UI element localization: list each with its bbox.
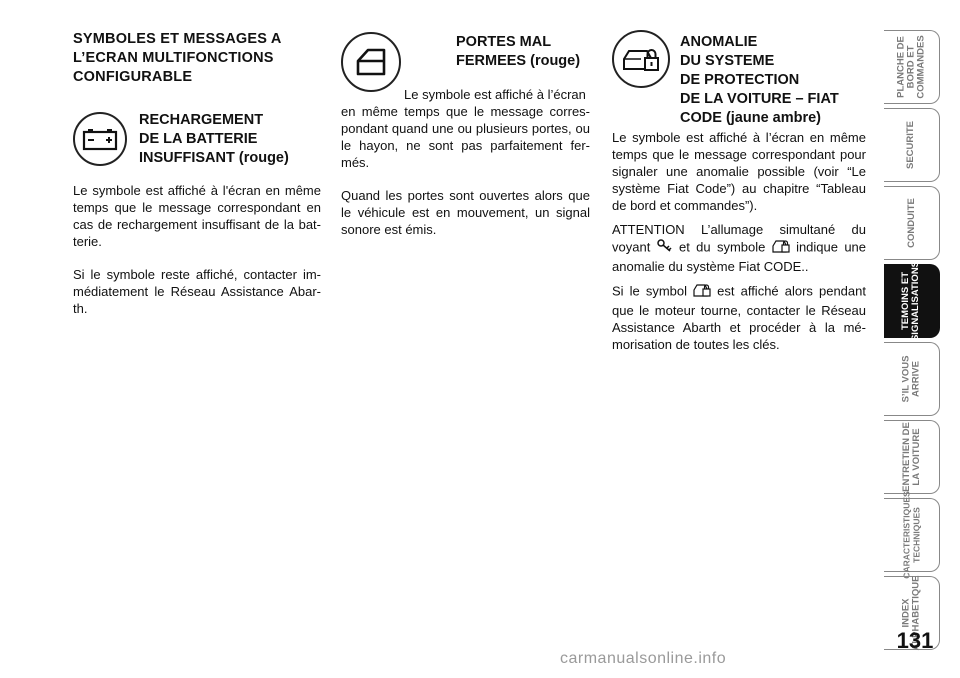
battery-title-color: (rouge) <box>238 150 289 166</box>
doors-title-line: PORTES MAL <box>456 34 552 50</box>
fiatcode-paragraph <box>612 282 866 353</box>
fiatcode-title-line: DU SYSTEME <box>680 53 775 69</box>
tab-securite[interactable] <box>884 108 940 182</box>
doors-paragraph-first-line: Le symbole est affiché à l’écran <box>404 87 586 102</box>
battery-title-line: DE LA BATTERIE <box>139 131 258 147</box>
battery-title-text: INSUFFISANT <box>139 150 235 166</box>
battery-title-line <box>139 149 319 168</box>
battery-paragraph: Le symbole est affiché à l'écran en même temps que le message correspondant en cas de rechargement insuffisant de la bat-terie. <box>73 183 321 249</box>
tab-label: TEMOINS ET SIGNALISATIONS <box>900 260 922 342</box>
tab-conduite[interactable] <box>884 186 940 260</box>
fiatcode-title-line: DE PROTECTION <box>680 72 800 88</box>
tab-planche-de-bord[interactable] <box>884 30 940 104</box>
fiatcode-text: est affiché alors pendant que le moteur tourne, contacter le Réseau Assistance Abarth et procéder à la mé-morisation de toutes les clés. <box>612 283 866 352</box>
doors-paragraph: Quand les portes sont ouvertes alors que le véhicule est en mouvement, un signal sonore est émis. <box>341 188 590 237</box>
fiatcode-body <box>612 129 866 353</box>
door-open-icon <box>341 32 401 92</box>
fiatcode-symbol <box>612 30 670 88</box>
fiatcode-title-line <box>680 109 870 128</box>
doors-body <box>341 86 590 238</box>
battery-icon <box>73 112 127 166</box>
fiatcode-title <box>680 33 870 128</box>
tab-label: INDEX ALPHABETIQUE <box>900 575 922 651</box>
fiatcode-title-line: DE LA VOITURE – FIAT <box>680 91 839 107</box>
fiatcode-title-text: CODE <box>680 110 722 126</box>
fiatcode-title-line: ANOMALIE <box>680 34 758 50</box>
battery-symbol <box>73 112 127 166</box>
key-icon <box>657 239 673 257</box>
tab-label: ENTRETIEN DE LA VOITURE <box>900 422 922 492</box>
battery-title <box>139 111 319 168</box>
page-number: 131 <box>896 628 934 653</box>
column-1 <box>73 30 323 316</box>
tab-label: S’IL VOUS ARRIVE <box>900 355 922 403</box>
doors-title-line <box>456 52 596 71</box>
doors-paragraph: en même temps que le message corres-pondant quand une ou plusieurs portes, ou le hayon, ne sont pas parfaitement fer-més. <box>341 104 590 170</box>
battery-body <box>73 182 321 317</box>
tab-entretien[interactable] <box>884 420 940 494</box>
fiatcode-paragraph: Le symbole est affiché à l’écran en même temps que le message correspondant pour signaler une anomalie possible (voir “Le système Fiat Code”) au chapitre “Tableau de bord et commandes”). <box>612 130 866 213</box>
car-lock-icon <box>612 30 670 88</box>
tab-label: PLANCHE DE BORD ET COMMANDES <box>895 35 927 99</box>
doors-title-text: FERMEES <box>456 53 527 69</box>
battery-title-line: RECHARGEMENT <box>139 112 264 128</box>
doors-title-color: (rouge) <box>530 53 581 69</box>
doors-title <box>456 33 596 71</box>
doors-symbol <box>341 32 401 92</box>
tab-temoins-et-signalisations[interactable] <box>884 260 940 342</box>
tab-label: SECURITE <box>905 120 917 170</box>
watermark: carmanualsonline.info <box>560 650 727 667</box>
tab-label: CARACTERISTIQUES TECHNIQUES <box>901 491 922 579</box>
fiatcode-title-color: (jaune ambre) <box>725 110 822 126</box>
tab-label: CONDUITE <box>905 198 917 248</box>
tab-caracteristiques[interactable] <box>884 491 940 579</box>
fiatcode-text: Si le symbol <box>612 283 688 299</box>
fiatcode-text: et du symbole <box>679 239 766 255</box>
fiatcode-text: indique une anomalie du système Fiat CODE.. <box>612 239 867 274</box>
car-lock-icon <box>772 238 790 258</box>
fiatcode-text: ATTENTION L’allumage simultané du voyant <box>612 222 866 255</box>
fiatcode-paragraph <box>612 221 866 275</box>
car-lock-icon <box>693 282 711 302</box>
tab-sil-vous-arrive[interactable] <box>884 342 940 416</box>
section-heading: SYMBOLES ET MESSAGES A L’ECRAN MULTIFONCTIONS CONFIGURABLE <box>73 31 281 85</box>
battery-paragraph: Si le symbole reste affiché, contacter im-médiatement le Réseau Assistance Abar-th. <box>73 267 321 316</box>
